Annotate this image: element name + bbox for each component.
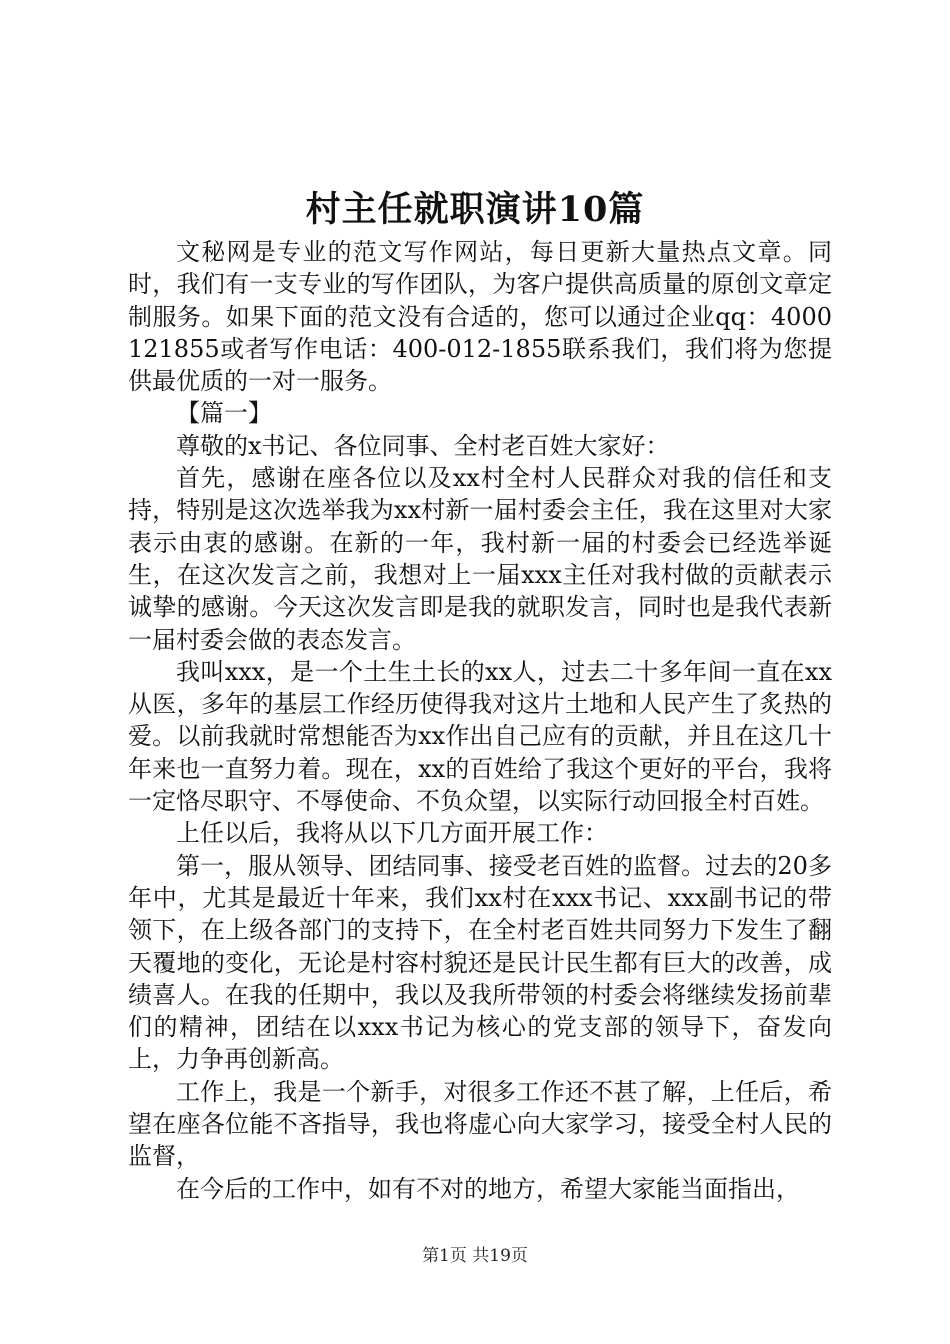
body-paragraph: 上任以后，我将从以下几方面开展工作： — [176, 819, 608, 848]
salutation-paragraph: 尊敬的x书记、各位同事、全村老百姓大家好： — [176, 431, 670, 460]
document-title: 村主任就职演讲10篇 — [305, 189, 645, 230]
body-paragraph: 我叫xxx，是一个土生土长的xx人，过去二十多年间一直在xx从医，多年的基层工作经历使得我对这片土地和人民产生了炙热的爱。以前我就时常想能否为xx作出自己应有的贡献，并且在这几十年来也一直努力着。现在，xx的百姓给了我这个更好的平台，我将一定恪尽职守、不辱使命、不负众望，以实际行动回报全村百姓。 — [128, 657, 832, 816]
document-body — [128, 236, 832, 1205]
intro-paragraph: 文秘网是专业的范文写作网站，每日更新大量热点文章。同时，我们有一支专业的写作团队，为客户提供高质量的原创文章定制服务。如果下面的范文没有合适的，您可以通过企业qq：4000121855或者写作电话：400-012-1855联系我们，我们将为您提供最优质的一对一服务。 — [128, 238, 832, 396]
body-paragraph: 在今后的工作中，如有不对的地方，希望大家能当面指出， — [176, 1174, 800, 1203]
body-paragraph: 第一，服从领导、团结同事、接受老百姓的监督。过去的20多年中，尤其是最近十年来，我们xx村在xxx书记、xxx副书记的带领下，在上级各部门的支持下，在全村老百姓共同努力下发生了翻天覆地的变化，无论是村容村貌还是民计民生都有巨大的改善，成绩喜人。在我的任期中，我以及我所带领的村委会将继续发扬前辈们的精神，团结在以xxx书记为核心的党支部的领导下，奋发向上，力争再创新高。 — [128, 851, 832, 1074]
page-footer: 第1页 共19页 — [422, 1246, 528, 1266]
section-heading: 【篇一】 — [176, 399, 272, 428]
body-paragraph: 工作上，我是一个新手，对很多工作还不甚了解，上任后，希望在座各位能不吝指导，我也将虚心向大家学习，接受全村人民的监督， — [128, 1077, 832, 1171]
body-paragraph: 首先，感谢在座各位以及xx村全村人民群众对我的信任和支持，特别是这次选举我为xx村新一届村委会主任，我在这里对大家表示由衷的感谢。在新的一年，我村新一届的村委会已经选举诞生，在这次发言之前，我想对上一届xxx主任对我村做的贡献表示诚挚的感谢。今天这次发言即是我的就职发言，同时也是我代表新一届村委会做的表态发言。 — [128, 464, 832, 654]
